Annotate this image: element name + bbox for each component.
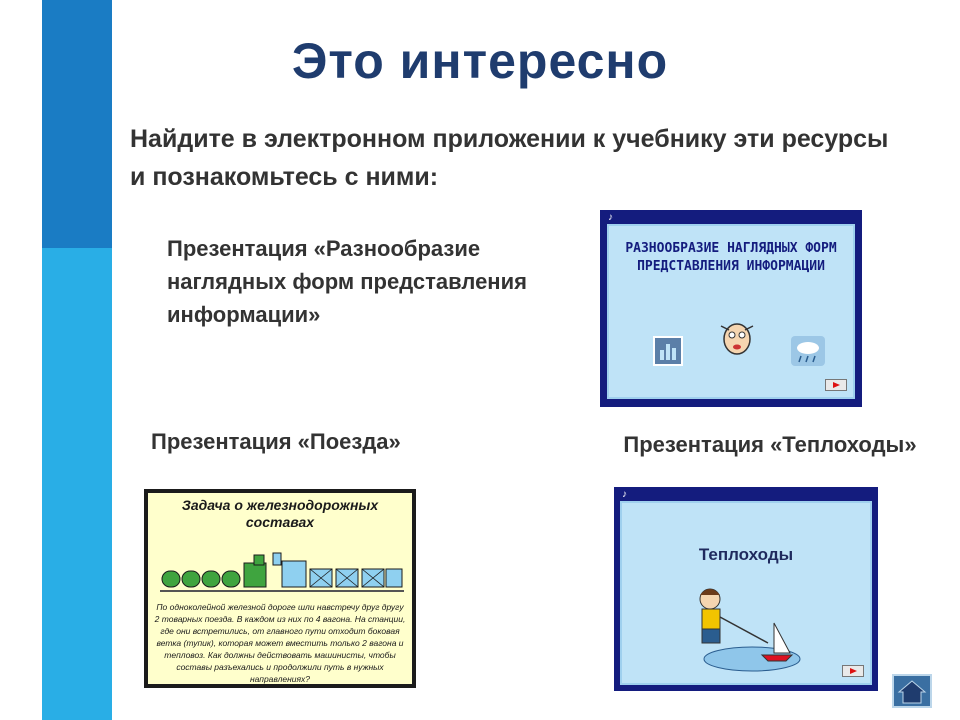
boy-with-boat-icon bbox=[682, 577, 802, 677]
slide-thumbnail-trains[interactable] bbox=[144, 489, 416, 688]
cloud-icon[interactable] bbox=[791, 336, 825, 366]
slide-body bbox=[620, 501, 872, 685]
play-icon[interactable] bbox=[825, 379, 847, 391]
speaker-icon: ♪ bbox=[622, 489, 627, 500]
slide-thumbnail-ships[interactable] bbox=[614, 487, 878, 691]
slide-thumbnail-forms[interactable] bbox=[600, 210, 862, 407]
slide-heading: Теплоходы bbox=[698, 545, 794, 564]
play-icon[interactable] bbox=[842, 665, 864, 677]
caption-forms: Презентация «Разнообразие наглядных форм представления информации» bbox=[167, 236, 527, 327]
accent-bar-light bbox=[42, 248, 112, 720]
speaker-icon: ♪ bbox=[608, 212, 613, 223]
trains-icon bbox=[160, 541, 404, 597]
slide-heading: Задача о железнодорожных составах bbox=[181, 497, 379, 530]
slide-problem-text: По одноколейной железной дороге шли навстречу друг другу 2 товарных поезда. В каждом из них по 4 вагона. На станции, где они встретились, от главного пути отходит боковая ветка (тупик), которая может вместить только 2 вагона и тепловоз. Как должны действовать машинисты, чтобы составы разъехались и продолжили путь в нужных направлениях? bbox=[154, 602, 406, 684]
chart-icon[interactable] bbox=[653, 336, 683, 366]
caption-ships: Презентация «Теплоходы» bbox=[623, 432, 917, 457]
intro-text: Найдите в электронном приложении к учебнику эти ресурсы и познакомьтесь с ними: bbox=[130, 125, 889, 191]
slide-body bbox=[607, 224, 855, 399]
caption-trains: Презентация «Поезда» bbox=[151, 429, 401, 454]
home-icon[interactable] bbox=[892, 674, 932, 708]
page-title: Это интересно bbox=[291, 33, 669, 89]
face-icon[interactable] bbox=[715, 318, 759, 356]
slide-heading: РАЗНООБРАЗИЕ НАГЛЯДНЫХ ФОРМ ПРЕДСТАВЛЕНИЯ ИНФОРМАЦИИ bbox=[625, 241, 837, 274]
